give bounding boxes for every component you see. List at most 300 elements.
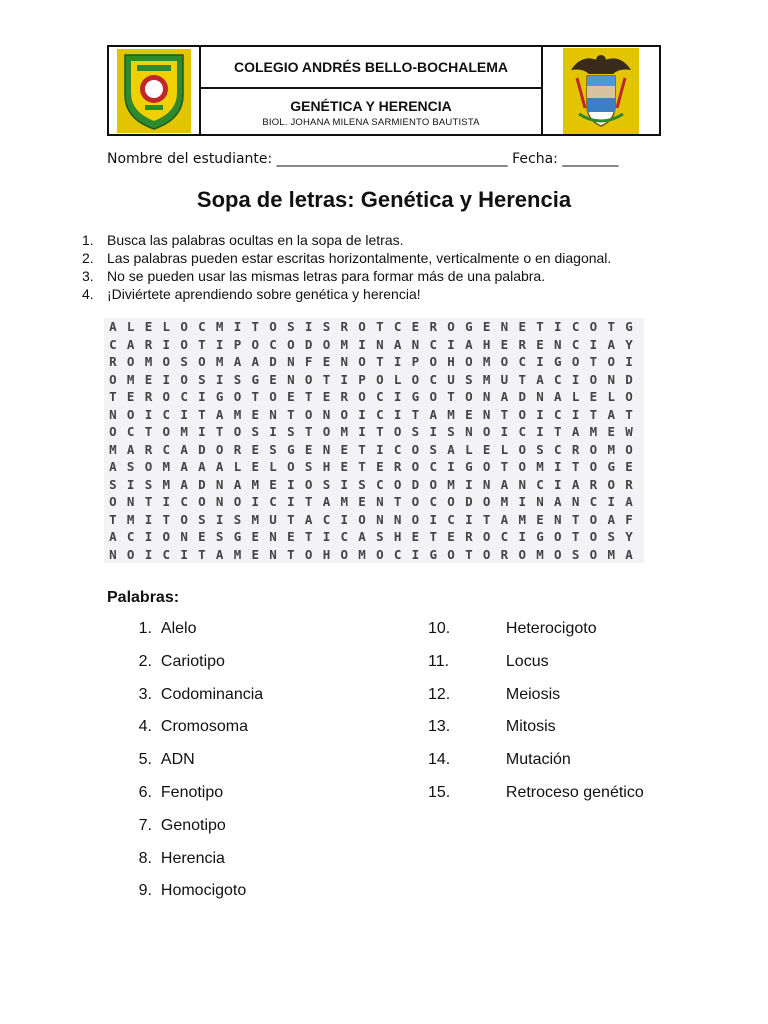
grid-letter: R (393, 459, 402, 475)
grid-letter: S (126, 459, 135, 475)
grid-letter: C (162, 441, 171, 457)
grid-letter: A (109, 459, 117, 475)
grid-letter: O (358, 354, 366, 370)
grid-letter: E (536, 511, 544, 527)
grid-letter: O (233, 494, 242, 510)
grid-letter: O (215, 441, 224, 457)
instruction-number: 3. (82, 268, 94, 284)
word-list-right (428, 620, 644, 817)
grid-letter: E (251, 441, 260, 457)
grid-letter: I (518, 494, 526, 510)
grid-letter: O (518, 406, 526, 422)
grid-letter: S (198, 511, 206, 527)
grid-letter: A (554, 389, 562, 405)
grid-letter: T (198, 406, 206, 422)
grid-letter: R (340, 389, 349, 405)
grid-letter: A (126, 336, 135, 352)
grid-letter: N (393, 511, 402, 527)
instruction-text: Busca las palabras ocultas en la sopa de letras. (107, 232, 404, 248)
instruction-item (82, 285, 611, 303)
grid-letter: C (376, 476, 384, 492)
grid-letter: H (447, 354, 455, 370)
grid-letter: E (144, 319, 153, 335)
grid-letter: O (518, 546, 526, 562)
grid-letter: E (304, 441, 313, 457)
grid-letter: T (287, 511, 295, 527)
grid-letter: E (251, 406, 260, 422)
word-item (428, 653, 644, 686)
grid-letter: E (340, 441, 349, 457)
word-number: 14. (428, 751, 451, 769)
grid-letter: C (109, 336, 117, 352)
header-table (107, 45, 661, 136)
grid-letter: E (625, 459, 633, 475)
grid-letter: O (269, 319, 277, 335)
grid-letter: R (465, 529, 473, 545)
grid-letter: I (144, 546, 153, 562)
grid-letter: C (269, 494, 277, 510)
grid-letter: C (126, 424, 135, 440)
grid-row (104, 458, 644, 476)
grid-letter: A (571, 424, 580, 440)
grid-letter: I (233, 319, 242, 335)
grid-letter: M (162, 476, 171, 492)
word-text: Retroceso genético (505, 783, 644, 801)
grid-letter: O (304, 546, 313, 562)
instruction-item (82, 267, 611, 285)
school-logo-cell (109, 47, 201, 134)
grid-letter: S (215, 529, 224, 545)
grid-letter: O (482, 459, 491, 475)
grid-letter: N (215, 494, 224, 510)
grid-letter: S (411, 424, 420, 440)
grid-letter: M (180, 424, 188, 440)
grid-letter: O (322, 424, 331, 440)
word-item (120, 817, 263, 850)
grid-letter: M (215, 319, 224, 335)
grid-letter: W (625, 424, 633, 440)
grid-letter: O (376, 371, 384, 387)
grid-letter: O (109, 424, 117, 440)
word-number: 2. (138, 652, 152, 670)
grid-letter: E (376, 459, 384, 475)
grid-letter: E (518, 319, 526, 335)
grid-letter: A (625, 494, 633, 510)
grid-letter: T (625, 406, 633, 422)
grid-letter: S (287, 319, 295, 335)
grid-letter: N (536, 389, 544, 405)
grid-row (104, 318, 644, 336)
instruction-number: 2. (82, 250, 94, 266)
grid-letter: C (376, 389, 384, 405)
grid-letter: I (340, 511, 349, 527)
grid-letter: G (465, 459, 473, 475)
grid-row (104, 388, 644, 406)
grid-letter: M (500, 494, 509, 510)
grid-letter: E (589, 389, 598, 405)
grid-row (104, 528, 644, 546)
grid-letter: C (554, 406, 562, 422)
word-text: Locus (505, 652, 549, 670)
instructions-list (82, 231, 611, 303)
grid-letter: N (126, 494, 135, 510)
grid-letter: G (251, 371, 260, 387)
grid-letter: I (215, 371, 224, 387)
words-heading: Palabras: (107, 589, 180, 606)
instruction-text: Las palabras pueden estar escritas horizontalmente, verticalmente o en diagonal. (107, 250, 612, 266)
grid-letter: O (162, 354, 171, 370)
grid-letter: O (304, 476, 313, 492)
grid-letter: I (340, 476, 349, 492)
grid-letter: M (447, 476, 455, 492)
grid-letter: C (180, 389, 188, 405)
grid-letter: O (376, 546, 384, 562)
grid-letter: O (393, 476, 402, 492)
grid-letter: C (429, 336, 437, 352)
grid-letter: O (304, 406, 313, 422)
grid-letter: C (269, 336, 277, 352)
grid-letter: I (144, 511, 153, 527)
grid-letter: A (215, 406, 224, 422)
grid-letter: O (589, 459, 598, 475)
grid-letter: A (198, 459, 206, 475)
grid-letter: N (482, 406, 491, 422)
school-crest-logo-icon (117, 49, 191, 133)
grid-letter: G (554, 354, 562, 370)
grid-letter: C (500, 529, 509, 545)
grid-letter: A (429, 406, 437, 422)
grid-letter: S (358, 476, 366, 492)
grid-letter: M (589, 424, 598, 440)
instruction-number: 1. (82, 232, 94, 248)
grid-letter: O (482, 529, 491, 545)
grid-letter: E (340, 459, 349, 475)
grid-letter: O (180, 371, 188, 387)
grid-letter: O (518, 459, 526, 475)
grid-letter: A (322, 494, 331, 510)
grid-letter: S (376, 529, 384, 545)
grid-letter: I (126, 476, 135, 492)
grid-letter: C (340, 529, 349, 545)
grid-letter: O (589, 441, 598, 457)
word-item (428, 751, 644, 784)
grid-letter: C (180, 494, 188, 510)
grid-letter: C (429, 459, 437, 475)
school-name: COLEGIO ANDRÉS BELLO-BOCHALEMA (201, 47, 541, 89)
grid-letter: A (215, 459, 224, 475)
grid-letter: D (465, 494, 473, 510)
grid-letter: S (109, 476, 117, 492)
grid-letter: L (269, 459, 277, 475)
grid-letter: E (287, 389, 295, 405)
grid-letter: T (376, 424, 384, 440)
grid-letter: A (500, 511, 509, 527)
word-item (120, 620, 263, 653)
grid-letter: N (287, 371, 295, 387)
grid-letter: A (233, 476, 242, 492)
grid-letter: T (571, 459, 580, 475)
grid-letter: O (447, 546, 455, 562)
grid-letter: N (411, 336, 420, 352)
grid-letter: M (109, 441, 117, 457)
colombia-coat-of-arms-icon (563, 48, 639, 134)
grid-letter: T (322, 371, 331, 387)
grid-letter: A (215, 546, 224, 562)
instruction-item (82, 231, 611, 249)
grid-letter: C (126, 529, 135, 545)
grid-letter: I (393, 406, 402, 422)
word-text: Cromosoma (160, 718, 249, 736)
grid-letter: S (607, 529, 615, 545)
grid-letter: N (554, 336, 562, 352)
grid-letter: I (322, 529, 331, 545)
grid-letter: O (589, 546, 598, 562)
grid-letter: T (304, 389, 313, 405)
grid-letter: A (554, 494, 562, 510)
grid-letter: N (322, 441, 331, 457)
word-item (120, 751, 263, 784)
grid-letter: H (482, 336, 491, 352)
grid-letter: T (518, 371, 526, 387)
grid-letter: A (126, 441, 135, 457)
grid-letter: I (429, 511, 437, 527)
grid-letter: E (251, 459, 260, 475)
grid-letter: L (607, 389, 615, 405)
grid-letter: L (393, 371, 402, 387)
word-text: Meiosis (505, 685, 561, 703)
grid-letter: G (233, 529, 242, 545)
grid-letter: N (322, 406, 331, 422)
grid-letter: T (411, 406, 420, 422)
grid-letter: N (500, 319, 509, 335)
grid-letter: S (180, 354, 188, 370)
grid-letter: I (393, 389, 402, 405)
grid-letter: I (358, 406, 366, 422)
grid-letter: E (251, 546, 260, 562)
grid-letter: O (625, 389, 633, 405)
grid-letter: M (144, 354, 153, 370)
word-text: Genotipo (160, 816, 226, 834)
grid-letter: M (358, 546, 366, 562)
grid-letter: A (625, 546, 633, 562)
grid-letter: A (304, 511, 313, 527)
grid-letter: P (233, 336, 242, 352)
grid-letter: I (376, 441, 384, 457)
grid-letter: I (411, 546, 420, 562)
grid-letter: I (180, 546, 188, 562)
grid-letter: O (144, 459, 153, 475)
grid-letter: T (482, 511, 491, 527)
grid-letter: O (482, 424, 491, 440)
grid-letter: I (340, 371, 349, 387)
grid-letter: N (482, 389, 491, 405)
teacher-name: BIOL. JOHANA MILENA SARMIENTO BAUTISTA (262, 116, 480, 128)
grid-letter: U (269, 511, 277, 527)
grid-letter: I (215, 336, 224, 352)
word-number: 1. (138, 620, 152, 637)
grid-letter: T (109, 511, 117, 527)
grid-letter: A (233, 354, 242, 370)
grid-letter: I (215, 511, 224, 527)
grid-letter: O (447, 494, 455, 510)
grid-letter: I (554, 476, 562, 492)
word-text: Alelo (160, 620, 197, 637)
grid-letter: E (144, 371, 153, 387)
word-number: 6. (138, 783, 152, 801)
grid-letter: E (482, 441, 491, 457)
grid-letter: R (144, 441, 153, 457)
word-item (428, 718, 644, 751)
grid-letter: I (269, 424, 277, 440)
grid-row (104, 423, 644, 441)
grid-letter: E (126, 389, 135, 405)
grid-letter: A (607, 511, 615, 527)
grid-letter: F (304, 354, 313, 370)
grid-row (104, 353, 644, 371)
grid-letter: C (518, 354, 526, 370)
grid-letter: A (393, 336, 402, 352)
word-item (428, 686, 644, 719)
grid-letter: S (287, 424, 295, 440)
grid-letter: O (358, 511, 366, 527)
grid-letter: A (536, 371, 544, 387)
grid-letter: R (144, 389, 153, 405)
grid-letter: N (340, 354, 349, 370)
grid-letter: S (322, 476, 331, 492)
grid-letter: T (215, 424, 224, 440)
grid-letter: R (233, 441, 242, 457)
word-number: 8. (138, 849, 152, 867)
grid-letter: O (411, 441, 420, 457)
grid-letter: N (109, 406, 117, 422)
grid-letter: C (393, 441, 402, 457)
grid-letter: O (500, 354, 509, 370)
grid-letter: G (287, 441, 295, 457)
grid-letter: I (554, 459, 562, 475)
grid-letter: O (554, 546, 562, 562)
grid-letter: I (304, 319, 313, 335)
grid-letter: I (571, 406, 580, 422)
grid-letter: G (465, 319, 473, 335)
grid-letter: M (482, 371, 491, 387)
grid-letter: N (180, 529, 188, 545)
grid-letter: S (304, 459, 313, 475)
grid-letter: F (625, 511, 633, 527)
grid-letter: E (482, 319, 491, 335)
grid-letter: A (180, 476, 188, 492)
grid-row (104, 441, 644, 459)
grid-letter: I (518, 529, 526, 545)
grid-letter: G (607, 459, 615, 475)
grid-letter: O (411, 494, 420, 510)
instruction-item (82, 249, 611, 267)
grid-letter: E (322, 354, 331, 370)
grid-letter: T (358, 441, 366, 457)
grid-letter: R (625, 476, 633, 492)
grid-letter: I (180, 406, 188, 422)
grid-letter: I (144, 529, 153, 545)
grid-letter: I (429, 424, 437, 440)
word-number: 7. (138, 816, 152, 834)
grid-letter: C (429, 494, 437, 510)
grid-letter: T (287, 546, 295, 562)
grid-letter: D (198, 441, 206, 457)
grid-letter: N (287, 354, 295, 370)
grid-letter: G (429, 546, 437, 562)
grid-letter: I (162, 371, 171, 387)
grid-letter: N (376, 511, 384, 527)
grid-letter: G (411, 389, 420, 405)
grid-letter: N (376, 336, 384, 352)
word-number: 13. (428, 718, 451, 736)
grid-letter: C (589, 494, 598, 510)
grid-letter: S (233, 371, 242, 387)
word-number: 3. (138, 685, 152, 703)
grid-letter: E (322, 389, 331, 405)
grid-letter: A (251, 354, 260, 370)
grid-letter: A (607, 336, 615, 352)
grid-letter: E (269, 371, 277, 387)
grid-letter: T (554, 424, 562, 440)
grid-letter: T (589, 354, 598, 370)
grid-letter: O (625, 441, 633, 457)
grid-letter: T (144, 494, 153, 510)
grid-letter: O (162, 424, 171, 440)
grid-letter: I (198, 389, 206, 405)
grid-letter: O (358, 319, 366, 335)
grid-letter: P (411, 354, 420, 370)
grid-letter: G (625, 319, 633, 335)
grid-letter: N (518, 476, 526, 492)
grid-letter: O (358, 389, 366, 405)
grid-letter: N (269, 529, 277, 545)
grid-letter: O (589, 529, 598, 545)
grid-letter: T (536, 319, 544, 335)
word-number: 12. (428, 685, 451, 703)
grid-letter: M (340, 494, 349, 510)
grid-letter: M (162, 459, 171, 475)
grid-letter: O (126, 354, 135, 370)
grid-letter: O (607, 354, 615, 370)
grid-letter: O (482, 546, 491, 562)
grid-letter: T (393, 494, 402, 510)
grid-letter: I (198, 424, 206, 440)
word-item (120, 784, 263, 817)
grid-letter: C (554, 371, 562, 387)
grid-letter: E (411, 319, 420, 335)
grid-letter: I (465, 511, 473, 527)
grid-letter: E (358, 494, 366, 510)
grid-letter: N (536, 494, 544, 510)
grid-letter: E (251, 529, 260, 545)
grid-letter: S (447, 424, 455, 440)
student-name-date-line: Nombre del estudiante: _________________________________ Fecha: ________ (107, 151, 619, 167)
grid-letter: S (429, 441, 437, 457)
grid-letter: O (233, 424, 242, 440)
grid-letter: O (180, 319, 188, 335)
grid-letter: Y (625, 529, 633, 545)
word-text: Heterocigoto (505, 620, 597, 637)
word-number: 10. (428, 620, 451, 637)
grid-letter: O (198, 494, 206, 510)
grid-letter: T (198, 336, 206, 352)
grid-letter: T (198, 546, 206, 562)
grid-letter: P (358, 371, 366, 387)
grid-letter: N (465, 424, 473, 440)
grid-letter: R (144, 336, 153, 352)
grid-letter: M (340, 336, 349, 352)
grid-letter: L (162, 319, 171, 335)
